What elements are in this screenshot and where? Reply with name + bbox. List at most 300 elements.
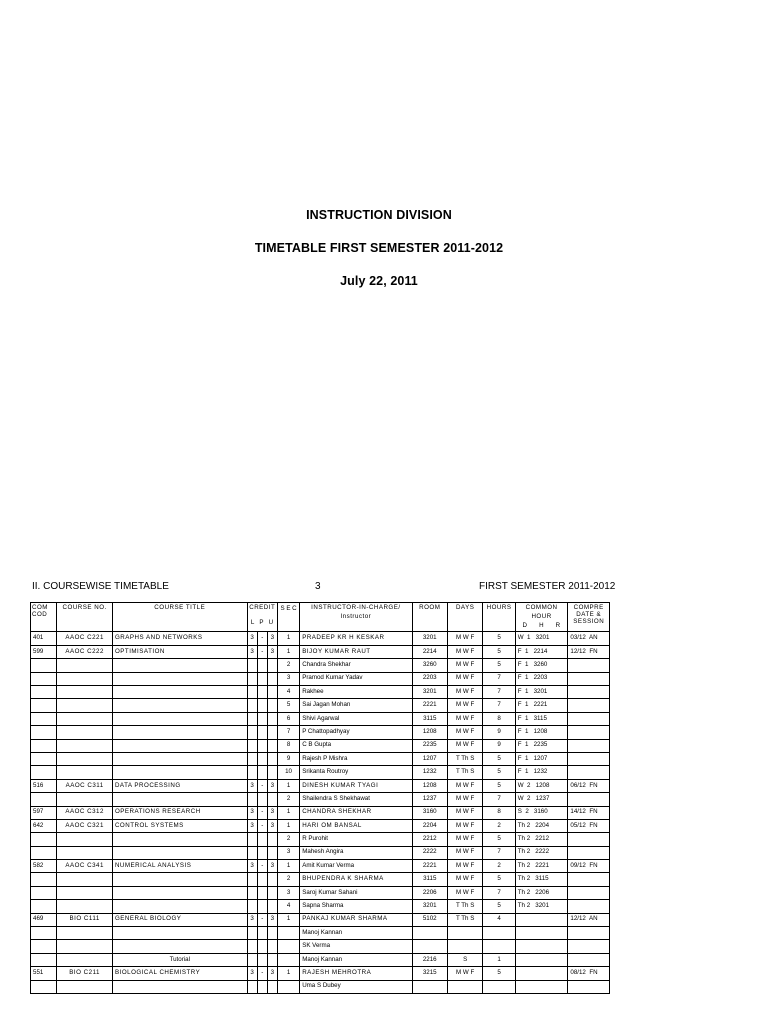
compre-cell <box>568 752 610 765</box>
section-cell: 4 <box>277 686 299 699</box>
credit-p-cell <box>257 752 267 765</box>
hours-cell: 5 <box>483 967 515 980</box>
com-cod-cell <box>31 712 57 725</box>
com-cod-cell <box>31 940 57 953</box>
course-no-cell <box>57 659 113 672</box>
room-cell <box>412 980 447 993</box>
credit-l-cell <box>247 739 257 752</box>
common-hour-cell: Th 2 2204 <box>515 819 568 832</box>
instructor-cell: Uma S Dubey <box>300 980 412 993</box>
instructor-cell: Chandra Shekhar <box>300 659 412 672</box>
days-cell: M W F <box>447 779 482 792</box>
credit-p-cell <box>257 980 267 993</box>
compre-cell: 05/12 FN <box>568 819 610 832</box>
course-title-cell <box>112 940 247 953</box>
common-hour-cell: F 1 2221 <box>515 699 568 712</box>
hours-cell: 5 <box>483 659 515 672</box>
instructor-cell: PRADEEP KR H KESKAR <box>300 632 412 645</box>
course-title-cell <box>112 672 247 685</box>
compre-cell: 12/12 FN <box>568 645 610 658</box>
com-cod-cell: 516 <box>31 779 57 792</box>
days-cell: M W F <box>447 860 482 873</box>
instructor-cell: Amit Kumar Verma <box>300 860 412 873</box>
hours-cell: 8 <box>483 806 515 819</box>
course-no-cell <box>57 712 113 725</box>
common-hour-cell: F 1 1208 <box>515 726 568 739</box>
common-hour-cell: F 1 1207 <box>515 752 568 765</box>
com-cod-cell: 551 <box>31 967 57 980</box>
credit-u-cell: 3 <box>267 860 277 873</box>
com-cod-cell <box>31 886 57 899</box>
credit-l-label: L <box>250 618 255 626</box>
days-cell <box>447 940 482 953</box>
common-hour-cell: F 1 2203 <box>515 672 568 685</box>
days-cell: M W F <box>447 806 482 819</box>
table-row <box>31 927 610 940</box>
instructor-cell: Srikanta Routroy <box>300 766 412 779</box>
credit-l-cell <box>247 873 257 886</box>
room-cell: 3260 <box>412 659 447 672</box>
course-no-cell: AAOC C311 <box>57 779 113 792</box>
hours-cell: 7 <box>483 846 515 859</box>
instructor-header-line1: INSTRUCTOR-IN-CHARGE/ <box>311 604 401 611</box>
hours-cell: 2 <box>483 860 515 873</box>
com-cod-cell: 469 <box>31 913 57 926</box>
credit-p-cell <box>257 846 267 859</box>
instructor-cell: Sai Jagan Mohan <box>300 699 412 712</box>
instructor-cell: Shivi Agarwal <box>300 712 412 725</box>
course-no-cell: AAOC C321 <box>57 819 113 832</box>
instructor-cell: RAJESH MEHROTRA <box>300 967 412 980</box>
course-title-cell <box>112 833 247 846</box>
days-cell: M W F <box>447 793 482 806</box>
credit-p-cell: - <box>257 967 267 980</box>
room-cell: 2214 <box>412 645 447 658</box>
days-cell: M W F <box>447 659 482 672</box>
hours-cell <box>483 940 515 953</box>
com-cod-cell <box>31 873 57 886</box>
division-title: INSTRUCTION DIVISION <box>306 208 452 222</box>
days-cell: M W F <box>447 739 482 752</box>
course-title-cell: GENERAL BIOLOGY <box>112 913 247 926</box>
credit-l-cell <box>247 886 257 899</box>
col-header-days: DAYS <box>447 603 482 632</box>
section-cell: 1 <box>277 645 299 658</box>
course-title-cell <box>112 766 247 779</box>
instructor-cell: DINESH KUMAR TYAGI <box>300 779 412 792</box>
days-cell: M W F <box>447 873 482 886</box>
table-row <box>31 806 610 819</box>
credit-p-cell <box>257 793 267 806</box>
page-number: 3 <box>315 581 321 592</box>
common-hour-cell <box>515 980 568 993</box>
com-cod-cell: 642 <box>31 819 57 832</box>
common-hour-cell <box>515 913 568 926</box>
compre-cell: 12/12 AN <box>568 913 610 926</box>
section-cell: 1 <box>277 806 299 819</box>
credit-p-cell <box>257 927 267 940</box>
room-cell: 3201 <box>412 632 447 645</box>
table-row <box>31 953 610 966</box>
hours-cell: 5 <box>483 752 515 765</box>
credit-u-cell <box>267 980 277 993</box>
compre-cell <box>568 739 610 752</box>
section-cell: 2 <box>277 873 299 886</box>
room-cell: 2206 <box>412 886 447 899</box>
course-no-cell <box>57 699 113 712</box>
hours-cell: 5 <box>483 900 515 913</box>
common-hour-cell: Th 2 2206 <box>515 886 568 899</box>
room-cell: 2235 <box>412 739 447 752</box>
compre-cell <box>568 699 610 712</box>
credit-u-cell <box>267 886 277 899</box>
course-title-cell <box>112 739 247 752</box>
credit-p-label: P <box>259 618 265 626</box>
credit-u-cell <box>267 927 277 940</box>
table-row <box>31 833 610 846</box>
col-header-course-title: COURSE TITLE <box>112 603 247 632</box>
credit-l-cell <box>247 927 257 940</box>
common-hour-cell: F 1 3260 <box>515 659 568 672</box>
course-no-cell <box>57 927 113 940</box>
credit-u-cell: 3 <box>267 819 277 832</box>
instructor-cell: CHANDRA SHEKHAR <box>300 806 412 819</box>
credit-p-cell: - <box>257 860 267 873</box>
compre-cell: 09/12 FN <box>568 860 610 873</box>
course-title-cell <box>112 659 247 672</box>
common-hour-cell: Th 2 3115 <box>515 873 568 886</box>
com-cod-cell: 401 <box>31 632 57 645</box>
instructor-cell: Pramod Kumar Yadav <box>300 672 412 685</box>
table-row <box>31 846 610 859</box>
credit-p-cell <box>257 900 267 913</box>
hours-cell: 7 <box>483 886 515 899</box>
common-hour-cell: F 1 1232 <box>515 766 568 779</box>
course-no-cell <box>57 940 113 953</box>
table-row <box>31 873 610 886</box>
credit-p-cell <box>257 739 267 752</box>
credit-p-cell <box>257 686 267 699</box>
section-cell: 1 <box>277 819 299 832</box>
credit-u-cell <box>267 672 277 685</box>
com-cod-cell: 597 <box>31 806 57 819</box>
common-header-line2: HOUR <box>531 612 552 620</box>
credit-p-cell <box>257 833 267 846</box>
instructor-cell: PANKAJ KUMAR SHARMA <box>300 913 412 926</box>
compre-cell <box>568 766 610 779</box>
table-row <box>31 980 610 993</box>
common-hour-cell: S 2 3160 <box>515 806 568 819</box>
instructor-cell: Saroj Kumar Sahani <box>300 886 412 899</box>
table-row <box>31 819 610 832</box>
compre-cell <box>568 712 610 725</box>
table-row <box>31 726 610 739</box>
instructor-cell: HARI OM BANSAL <box>300 819 412 832</box>
credit-l-cell <box>247 752 257 765</box>
room-cell: 1208 <box>412 726 447 739</box>
room-cell <box>412 927 447 940</box>
instructor-cell: Shailendra S Shekhawat <box>300 793 412 806</box>
course-title-cell: CONTROL SYSTEMS <box>112 819 247 832</box>
table-row <box>31 645 610 658</box>
course-title-cell <box>112 846 247 859</box>
days-cell: T Th S <box>447 913 482 926</box>
course-no-cell: BIO C111 <box>57 913 113 926</box>
hours-cell: 2 <box>483 819 515 832</box>
credit-l-cell <box>247 686 257 699</box>
credit-u-cell <box>267 752 277 765</box>
common-hour-cell: W 2 1237 <box>515 793 568 806</box>
course-no-cell: BIO C211 <box>57 967 113 980</box>
credit-l-cell: 3 <box>247 967 257 980</box>
course-title-cell <box>112 712 247 725</box>
table-row <box>31 967 610 980</box>
section-cell: 1 <box>277 779 299 792</box>
section-cell: 9 <box>277 752 299 765</box>
timetable-title: TIMETABLE FIRST SEMESTER 2011-2012 <box>254 241 504 255</box>
course-title-cell <box>112 752 247 765</box>
table-row <box>31 739 610 752</box>
course-no-cell: AAOC C222 <box>57 645 113 658</box>
section-cell: 1 <box>277 632 299 645</box>
course-title-cell <box>112 726 247 739</box>
credit-u-cell: 3 <box>267 913 277 926</box>
instructor-cell: Mahesh Angira <box>300 846 412 859</box>
credit-u-cell <box>267 686 277 699</box>
credit-u-cell: 3 <box>267 779 277 792</box>
section-cell <box>277 980 299 993</box>
credit-u-cell <box>267 873 277 886</box>
credit-u-label: U <box>268 618 274 626</box>
hours-cell: 9 <box>483 726 515 739</box>
credit-p-cell: - <box>257 819 267 832</box>
document-date: July 22, 2011 <box>340 274 418 288</box>
days-cell: M W F <box>447 686 482 699</box>
course-no-cell <box>57 833 113 846</box>
credit-l-cell: 3 <box>247 779 257 792</box>
common-hour-cell: F 1 2214 <box>515 645 568 658</box>
credit-u-cell: 3 <box>267 632 277 645</box>
compre-cell <box>568 659 610 672</box>
com-cod-cell <box>31 953 57 966</box>
credit-u-cell <box>267 659 277 672</box>
credit-l-cell <box>247 940 257 953</box>
compre-cell <box>568 846 610 859</box>
common-hour-cell: F 1 3201 <box>515 686 568 699</box>
credit-l-cell: 3 <box>247 819 257 832</box>
com-cod-cell <box>31 980 57 993</box>
com-cod-cell <box>31 752 57 765</box>
course-no-cell <box>57 873 113 886</box>
room-cell: 2216 <box>412 953 447 966</box>
common-hour-cell: F 1 2235 <box>515 739 568 752</box>
compre-cell <box>568 833 610 846</box>
course-no-cell <box>57 766 113 779</box>
table-row <box>31 632 610 645</box>
credit-l-cell <box>247 712 257 725</box>
credit-p-cell <box>257 712 267 725</box>
days-cell: M W F <box>447 632 482 645</box>
compre-cell <box>568 793 610 806</box>
credit-l-cell: 3 <box>247 860 257 873</box>
com-cod-cell <box>31 726 57 739</box>
section-cell: 2 <box>277 659 299 672</box>
course-title-cell <box>112 793 247 806</box>
room-cell: 2222 <box>412 846 447 859</box>
credit-p-cell: - <box>257 913 267 926</box>
table-row <box>31 779 610 792</box>
credit-p-cell <box>257 940 267 953</box>
credit-u-cell <box>267 699 277 712</box>
credit-p-cell: - <box>257 806 267 819</box>
course-no-cell: AAOC C221 <box>57 632 113 645</box>
credit-l-cell <box>247 953 257 966</box>
credit-l-cell <box>247 766 257 779</box>
table-row <box>31 672 610 685</box>
compre-cell <box>568 953 610 966</box>
course-title-cell: GRAPHS AND NETWORKS <box>112 632 247 645</box>
hours-cell: 9 <box>483 739 515 752</box>
common-h-label: H <box>539 621 545 629</box>
course-no-cell <box>57 686 113 699</box>
room-cell: 2221 <box>412 860 447 873</box>
com-cod-cell <box>31 793 57 806</box>
credit-p-cell: - <box>257 779 267 792</box>
course-title-cell <box>112 886 247 899</box>
common-hour-cell: Th 2 2222 <box>515 846 568 859</box>
instructor-cell: P Chattopadhyay <box>300 726 412 739</box>
col-header-course-no: COURSE NO. <box>57 603 113 632</box>
section-cell: 4 <box>277 900 299 913</box>
compre-cell <box>568 886 610 899</box>
course-no-cell <box>57 752 113 765</box>
section-cell: 3 <box>277 672 299 685</box>
hours-cell <box>483 980 515 993</box>
credit-p-cell <box>257 873 267 886</box>
days-cell: M W F <box>447 886 482 899</box>
common-hour-cell: F 1 3115 <box>515 712 568 725</box>
hours-cell: 5 <box>483 632 515 645</box>
common-hour-cell: Th 2 2212 <box>515 833 568 846</box>
course-no-cell <box>57 739 113 752</box>
hours-cell: 7 <box>483 672 515 685</box>
hours-cell: 7 <box>483 686 515 699</box>
room-cell: 1208 <box>412 779 447 792</box>
table-row <box>31 860 610 873</box>
col-header-room: ROOM <box>412 603 447 632</box>
section-cell: 1 <box>277 967 299 980</box>
table-row <box>31 712 610 725</box>
credit-u-cell <box>267 739 277 752</box>
credit-l-cell: 3 <box>247 645 257 658</box>
course-no-cell <box>57 900 113 913</box>
compre-cell: 08/12 FN <box>568 967 610 980</box>
section-cell: 7 <box>277 726 299 739</box>
com-cod-cell: 599 <box>31 645 57 658</box>
course-no-cell <box>57 846 113 859</box>
room-cell: 2212 <box>412 833 447 846</box>
instructor-cell: BHUPENDRA K SHARMA <box>300 873 412 886</box>
days-cell <box>447 980 482 993</box>
room-cell <box>412 940 447 953</box>
course-title-cell <box>112 686 247 699</box>
credit-l-cell <box>247 900 257 913</box>
com-cod-cell <box>31 739 57 752</box>
hours-cell: 8 <box>483 712 515 725</box>
instructor-cell: Manoj Kannan <box>300 927 412 940</box>
common-hour-cell: W 1 3201 <box>515 632 568 645</box>
credit-p-cell <box>257 886 267 899</box>
course-no-cell <box>57 953 113 966</box>
room-cell: 1207 <box>412 752 447 765</box>
com-cod-cell <box>31 699 57 712</box>
course-no-cell <box>57 886 113 899</box>
days-cell: M W F <box>447 819 482 832</box>
credit-p-cell: - <box>257 632 267 645</box>
credit-u-cell <box>267 900 277 913</box>
room-cell: 1237 <box>412 793 447 806</box>
coursewise-timetable <box>30 602 610 994</box>
instructor-cell: Sapna Sharma <box>300 900 412 913</box>
col-header-common-hour <box>515 603 568 632</box>
course-no-cell <box>57 793 113 806</box>
hours-cell: 5 <box>483 766 515 779</box>
section-cell: 8 <box>277 739 299 752</box>
col-header-compre: COMPRE DATE & SESSION <box>568 603 610 632</box>
credit-l-cell: 3 <box>247 913 257 926</box>
section-cell: 6 <box>277 712 299 725</box>
compre-cell <box>568 980 610 993</box>
course-no-cell <box>57 726 113 739</box>
days-cell: M W F <box>447 699 482 712</box>
days-cell: T Th S <box>447 900 482 913</box>
com-cod-cell <box>31 846 57 859</box>
course-no-cell <box>57 672 113 685</box>
room-cell: 3201 <box>412 900 447 913</box>
section-cell <box>277 953 299 966</box>
credit-label: CREDIT <box>249 604 276 611</box>
com-cod-cell <box>31 927 57 940</box>
section-cell: 3 <box>277 846 299 859</box>
hours-cell: 7 <box>483 699 515 712</box>
course-title-cell <box>112 900 247 913</box>
credit-p-cell: - <box>257 645 267 658</box>
hours-cell <box>483 927 515 940</box>
credit-u-cell <box>267 726 277 739</box>
section-cell: 1 <box>277 913 299 926</box>
instructor-cell: SK Verma <box>300 940 412 953</box>
instructor-cell: R Purohit <box>300 833 412 846</box>
credit-u-cell: 3 <box>267 645 277 658</box>
course-title-cell <box>112 699 247 712</box>
compre-cell <box>568 927 610 940</box>
credit-p-cell <box>257 766 267 779</box>
room-cell: 2203 <box>412 672 447 685</box>
room-cell: 3201 <box>412 686 447 699</box>
table-row <box>31 793 610 806</box>
credit-l-cell <box>247 846 257 859</box>
table-row <box>31 752 610 765</box>
common-hour-cell: Th 2 2221 <box>515 860 568 873</box>
course-title-cell: Tutorial <box>112 953 247 966</box>
room-cell: 3115 <box>412 873 447 886</box>
days-cell: M W F <box>447 846 482 859</box>
days-cell: S <box>447 953 482 966</box>
com-cod-cell <box>31 686 57 699</box>
table-row <box>31 766 610 779</box>
credit-p-cell <box>257 672 267 685</box>
section-title: II. COURSEWISE TIMETABLE <box>32 581 169 592</box>
